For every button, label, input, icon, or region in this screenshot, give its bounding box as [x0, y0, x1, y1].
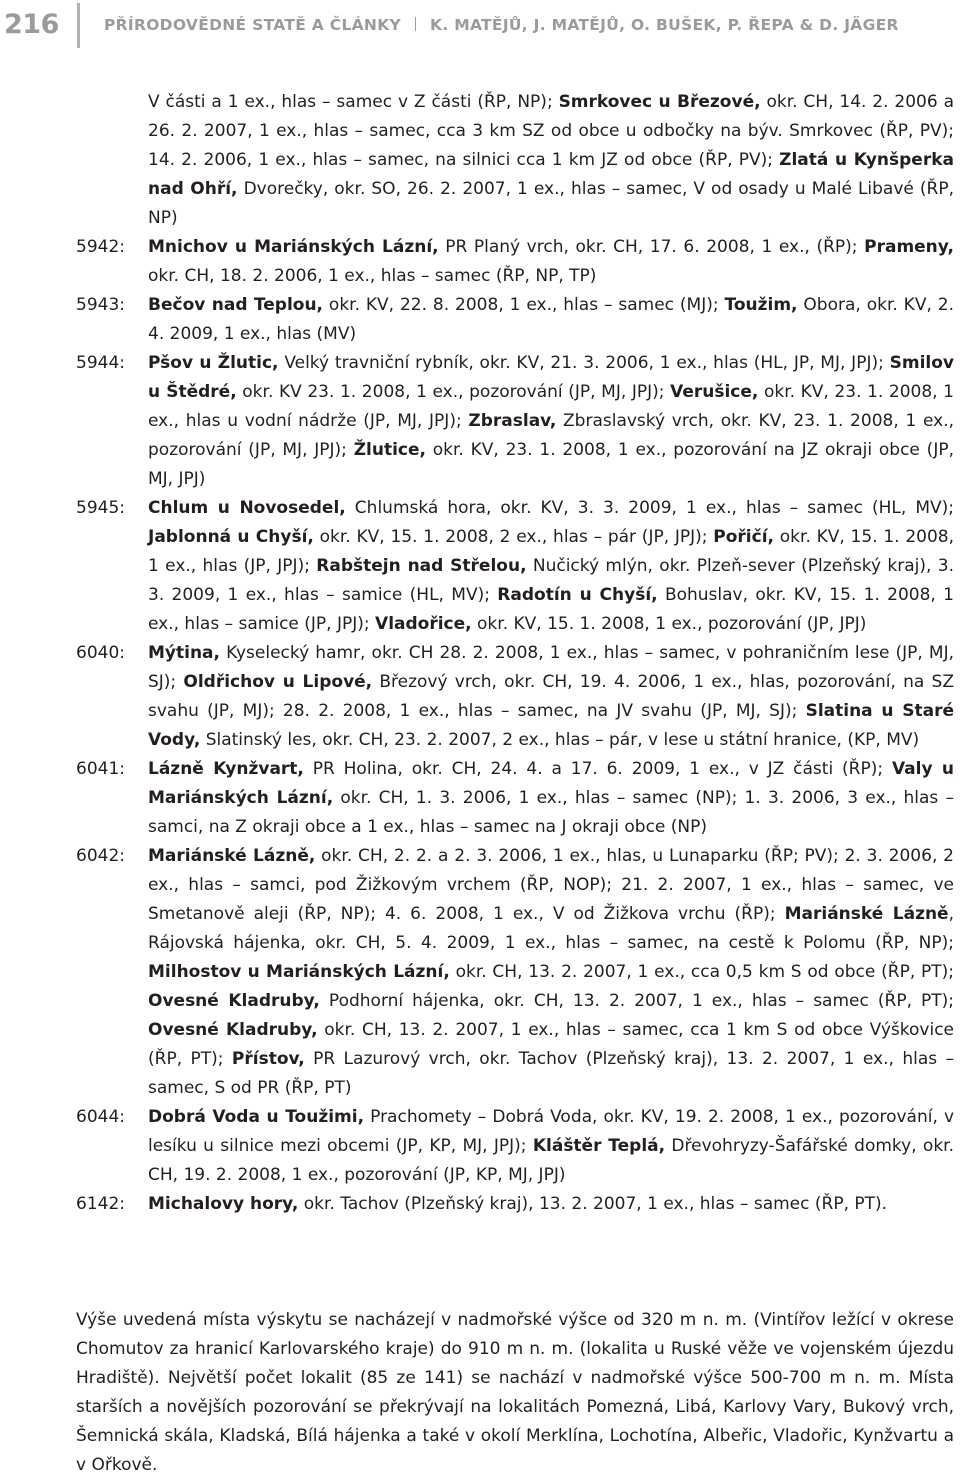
header-divider [77, 3, 80, 48]
locality-name: Michalovy hory, [148, 1194, 299, 1214]
locality-name: Přístov, [231, 1049, 305, 1069]
record-entry [0, 349, 954, 494]
record-text: okr. KV, 23. 1. 2008, 1 ex., pozorování na JZ okraji obce (JP, MJ, JPJ) [148, 440, 954, 489]
grid-square-number: 5945: [76, 498, 125, 518]
record-text: okr. CH, 1. 3. 2006, 1 ex., hlas – samec (NP); 1. 3. 2006, 3 ex., hlas – samci, na Z okraji obce a 1 ex., hlas – samec na J okraji obce (NP) [148, 788, 954, 837]
record-text: PR Holina, okr. CH, 24. 4. a 17. 6. 2009, 1 ex., v JZ části (ŘP); [303, 759, 892, 779]
locality-name: Smilov u Štědré, [148, 353, 954, 402]
running-head-separator [415, 17, 416, 31]
record-text: PR Planý vrch, okr. CH, 17. 6. 2008, 1 ex., (ŘP); [438, 237, 865, 257]
record-entry [0, 233, 954, 291]
record-text: okr. CH, 13. 2. 2007, 1 ex., hlas – samec, cca 1 km S od obce Výškovice (ŘP, PT); [148, 1020, 954, 1069]
record-entry [0, 639, 954, 755]
locality-name: Mýtina, [148, 643, 220, 663]
record-entry [0, 842, 954, 1103]
record-text: okr. CH, 2. 2. a 2. 3. 2006, 1 ex., hlas, u Lunaparku (ŘP; PV); 2. 3. 2006, 2 ex., hlas – samci, pod Žižkovým vrchem (ŘP, NOP); 21. 2. 2007, 1 ex., hlas – samec, ve Smetanově aleji (ŘP, NP); 4. 6. 2008, 1 ex., V od Žižkova vrchu (ŘP); [148, 846, 954, 924]
record-text: Slatinský les, okr. CH, 23. 2. 2007, 2 ex., hlas – pár, v lese u státní hranice, (KP, MV) [200, 730, 920, 750]
record-entry [0, 755, 954, 842]
locality-name: Mnichov u Mariánských Lázní, [148, 237, 439, 257]
record-text: Nučický mlýn, okr. Plzeň-sever (Plzeňský kraj), 3. 3. 2009, 1 ex., hlas – samice (HL, MV); [148, 556, 954, 605]
record-text: okr. KV, 22. 8. 2008, 1 ex., hlas – samec (MJ); [323, 295, 725, 315]
record-text: okr. KV 23. 1. 2008, 1 ex., pozorování (JP, MJ, JPJ); [236, 382, 671, 402]
locality-name: Radotín u Chyší, [497, 585, 658, 605]
locality-name: Vladořice, [375, 614, 472, 634]
record-text: okr. CH, 14. 2. 2006 a 26. 2. 2007, 1 ex., hlas – samec, cca 3 km SZ od obce u odbočky na býv. Smrkovec (ŘP, PV); 14. 2. 2006, 1 ex., hlas – samec, na silnici cca 1 km JZ od obce (ŘP, PV); [148, 92, 954, 170]
record-entry [0, 1190, 954, 1219]
record-text: , Rájovská hájenka, okr. CH, 5. 4. 2009, 1 ex., hlas – samec, na cestě k Polomu (ŘP, NP); [148, 904, 954, 953]
record-text: Zbraslavský vrch, okr. KV, 23. 1. 2008, 1 ex., pozorování (JP, MJ, JPJ); [148, 411, 954, 460]
page-header [0, 0, 960, 56]
locality-name: Žlutice, [353, 440, 426, 460]
record-text: V části a 1 ex., hlas – samec v Z části (ŘP, NP); [148, 92, 559, 112]
locality-name: Oldřichov u Lipové, [183, 672, 373, 692]
locality-name: Valy u Mariánských Lázní, [148, 759, 955, 808]
locality-name: Prameny, [864, 237, 955, 257]
authors: K. MATĚJŮ, J. MATĚJŮ, O. BUŠEK, P. ŘEPA & D. JÄGER [430, 16, 899, 34]
record-text: Prachomety – Dobrá Voda, okr. KV, 19. 2. 2008, 1 ex., pozorování, v lesíku u silnice mezi obcemi (JP, KP, MJ, JPJ); [148, 1107, 955, 1156]
locality-name: Ovesné Kladruby, [148, 991, 320, 1011]
record-text: Březový vrch, okr. CH, 19. 4. 2006, 1 ex., hlas, pozorování, na SZ svahu (JP, MJ); 28. 2. 2008, 1 ex., hlas – samec, na JV svahu (JP, MJ, SJ); [148, 672, 954, 721]
record-text: okr. Tachov (Plzeňský kraj), 13. 2. 2007, 1 ex., hlas – samec (ŘP, PT). [298, 1194, 888, 1214]
record-text: Dřevohryzy-Šafářské domky, okr. CH, 19. 2. 2008, 1 ex., pozorování (JP, KP, MJ, JPJ) [148, 1136, 955, 1185]
locality-name: Verušice, [670, 382, 759, 402]
grid-square-number: 6041: [76, 759, 125, 779]
section-title: PŘÍRODOVĚDNÉ STATĚ A ČLÁNKY [104, 16, 402, 34]
record-text: Dvorečky, okr. SO, 26. 2. 2007, 1 ex., hlas – samec, V od osady u Malé Libavé (ŘP, NP) [148, 179, 955, 228]
locality-name: Rabštejn nad Střelou, [316, 556, 527, 576]
locality-name: Mariánské Lázně, [148, 846, 316, 866]
record-list [0, 88, 960, 1219]
record-text: okr. KV, 15. 1. 2008, 1 ex., pozorování (JP, JPJ) [471, 614, 867, 634]
locality-name: Dobrá Voda u Toužimi, [148, 1107, 365, 1127]
record-entry [0, 1103, 954, 1190]
summary-paragraph: Výše uvedená místa výskytu se nacházejí v nadmořské výšce od 320 m n. m. (Vintířov ležící v okrese Chomutov za hranicí Karlovarského kraje) do 910 m n. m. (lokalita u Ruské věže ve vojenském újezdu Hradiště). Největší počet lokalit (85 ze 141) se nachází v nadmořské výšce 500-700 m n. m. Místa starších a novějších pozorování se překrývají na lokalitách Pomezná, Libá, Karlovy Vary, Bukový vrch, Šemnická skála, Kladská, Bílá hájenka a také v okolí Merklína, Lochotína, Albeřic, Vladořic, Kynžvartu a v Ořkově. [76, 1310, 954, 1475]
grid-square-number: 6040: [76, 643, 125, 663]
record-text: okr. KV, 15. 1. 2008, 1 ex., hlas (JP, JPJ); [148, 527, 955, 576]
record-text: okr. CH, 13. 2. 2007, 1 ex., cca 0,5 km S od obce (ŘP, PT); [449, 962, 954, 982]
record-text: okr. KV, 23. 1. 2008, 1 ex., hlas u vodní nádrže (JP, MJ, JPJ); [148, 382, 954, 431]
running-head [104, 16, 899, 34]
locality-name: Zlatá u Kynšperka nad Ohří, [148, 150, 955, 199]
locality-name: Kláštěr Teplá, [532, 1136, 666, 1156]
record-text: okr. KV, 15. 1. 2008, 2 ex., hlas – pár (JP, JPJ); [313, 527, 714, 547]
grid-square-number: 5944: [76, 353, 125, 373]
locality-name: Jablonná u Chyší, [148, 527, 314, 547]
grid-square-number: 6044: [76, 1107, 125, 1127]
locality-name: Toužim, [724, 295, 798, 315]
record-text: okr. CH, 18. 2. 2006, 1 ex., hlas – samec (ŘP, NP, TP) [148, 266, 597, 286]
locality-name: Mariánské Lázně [784, 904, 949, 924]
grid-square-number: 5943: [76, 295, 125, 315]
locality-name: Milhostov u Mariánských Lázní, [148, 962, 450, 982]
record-text: Podhorní hájenka, okr. CH, 13. 2. 2007, 1 ex., hlas – samec (ŘP, PT); [319, 991, 955, 1011]
record-text: Chlumská hora, okr. KV, 3. 3. 2009, 1 ex., hlas – samec (HL, MV); [345, 498, 954, 518]
locality-name: Slatina u Staré Vody, [148, 701, 955, 750]
record-text: Bohuslav, okr. KV, 15. 1. 2008, 1 ex., hlas – samice (JP, JPJ); [148, 585, 954, 634]
record-text: Obora, okr. KV, 2. 4. 2009, 1 ex., hlas (MV) [148, 295, 954, 344]
record-text: PR Lazurový vrch, okr. Tachov (Plzeňský kraj), 13. 2. 2007, 1 ex., hlas – samec, S od PR (ŘP, PT) [148, 1049, 955, 1098]
locality-name: Bečov nad Teplou, [148, 295, 324, 315]
grid-square-number: 5942: [76, 237, 125, 257]
page-number: 216 [4, 9, 59, 40]
locality-name: Pořičí, [713, 527, 774, 547]
locality-name: Chlum u Novosedel, [148, 498, 346, 518]
record-text: Kyselecký hamr, okr. CH 28. 2. 2008, 1 ex., hlas – samec, v pohraničním lese (JP, MJ, SJ); [148, 643, 954, 692]
locality-name: Smrkovec u Březové, [558, 92, 761, 112]
grid-square-number: 6142: [76, 1194, 125, 1214]
locality-name: Zbraslav, [468, 411, 557, 431]
locality-name: Pšov u Žlutic, [148, 353, 279, 373]
record-entry [0, 88, 954, 233]
record-entry [0, 494, 954, 639]
locality-name: Ovesné Kladruby, [148, 1020, 318, 1040]
grid-square-number: 6042: [76, 846, 125, 866]
record-entry [0, 291, 954, 349]
locality-name: Lázně Kynžvart, [148, 759, 304, 779]
record-text: Velký travniční rybník, okr. KV, 21. 3. 2006, 1 ex., hlas (HL, JP, MJ, JPJ); [278, 353, 890, 373]
